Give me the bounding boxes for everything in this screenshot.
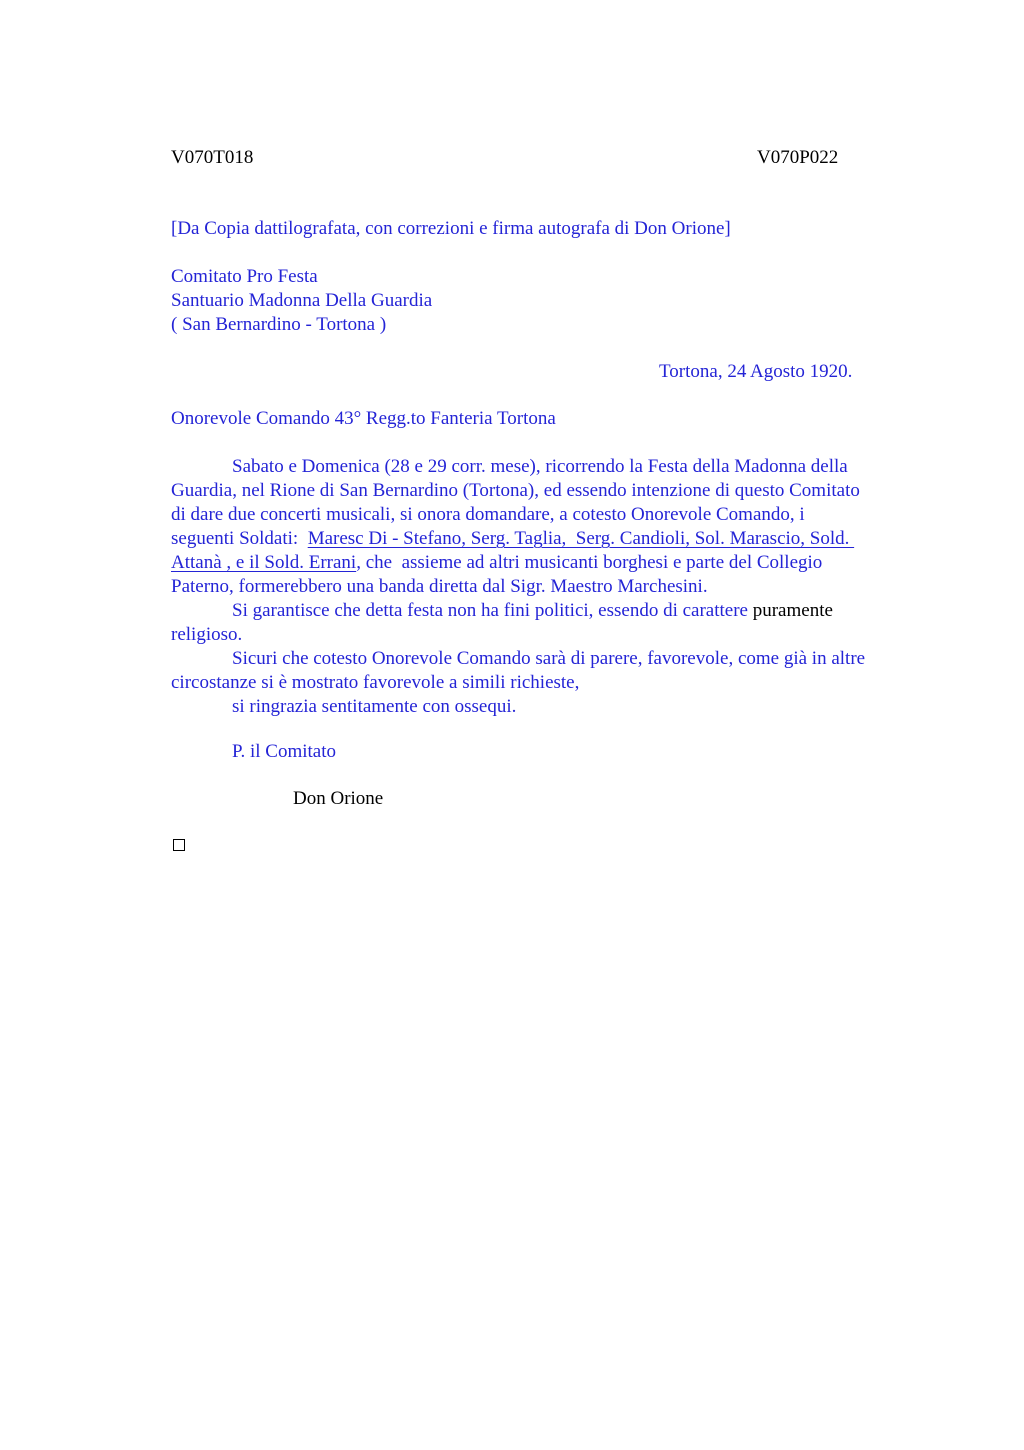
body-line: si ringrazia sentitamente con ossequi. [232,696,517,717]
source-note: [Da Copia dattilografata, con correzioni e firma autografa di Don Orione] [171,218,731,239]
square-glyph-icon [173,839,185,851]
body-line: religioso. [171,624,243,645]
body-line: di dare due concerti musicali, si onora domandare, a cotesto Onorevole Comando, i [171,504,805,525]
body-line: Sabato e Domenica (28 e 29 corr. mese), ricorrendo la Festa della Madonna della [232,456,848,477]
sender-block [171,265,432,337]
body-line: Sicuri che cotesto Onorevole Comando sarà di parere, favorevole, come già in altre [232,648,866,669]
body-line: circostanze si è mostrato favorevole a simili richieste, [171,672,580,693]
body-text: seguenti Soldati: [171,528,308,549]
document-code-right: V070P022 [757,147,839,168]
signature: Don Orione [293,788,384,809]
date-line: Tortona, 24 Agosto 1920. [659,361,853,382]
soldier-names-underlined: Maresc Di - Stefano, Serg. Taglia, Serg. Candioli, Sol. Marascio, Sold. [307,528,855,549]
sender-line-2: Santuario Madonna Della Guardia [171,290,433,311]
sender-line-1: Comitato Pro Festa [171,266,318,287]
document-code-left: V070T018 [171,147,254,168]
sender-line-3: ( San Bernardino - Tortona ) [171,314,387,335]
body-text: Si garantisce che detta festa non ha fini politici, essendo di carattere [232,600,753,621]
body-line [171,527,931,551]
handwritten-correction: puramente [752,600,833,621]
body-line [171,599,931,623]
closing: P. il Comitato [232,741,336,762]
body-line: Guardia, nel Rione di San Bernardino (Tortona), ed essendo intenzione di questo Comitato [171,480,860,501]
letter-body [171,455,931,719]
addressee: Onorevole Comando 43° Regg.to Fanteria Tortona [171,408,556,429]
soldier-names-underlined: Attanà , e il Sold. Errani [171,552,357,573]
body-line [171,551,931,575]
body-line: Paterno, formerebbero una banda diretta dal Sigr. Maestro Marchesini. [171,576,708,597]
body-text: , che assieme ad altri musicanti borghesi e parte del Collegio [356,552,823,573]
